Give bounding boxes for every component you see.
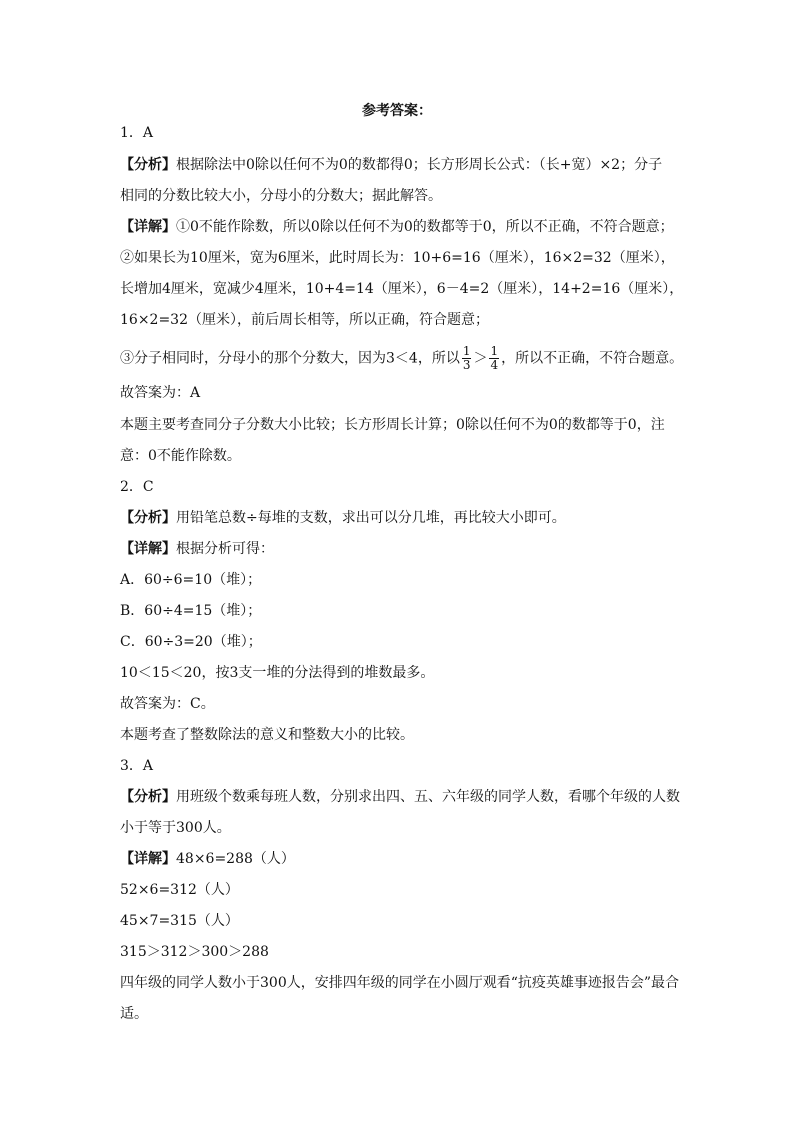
analysis-tag: 【分析】 [120,510,176,526]
fraction-one-third: $\frac{1}{3}$ [462,344,471,372]
q1-summary-line-1: 本题主要考查同分子分数大小比较；长方形周长计算；0除以任何不为0的数都等于0，注 [120,417,665,433]
analysis-tag: 【分析】 [120,157,176,173]
detail-tag: 【详解】 [120,541,176,557]
q3-calc-3: 45×7=315（人） [120,913,239,929]
q2-summary: 本题考查了整数除法的意义和整数大小的比较。 [120,727,414,743]
fraction-one-fourth: $\frac{1}{4}$ [490,344,499,372]
q3-detail-line-1 [120,850,295,868]
q1-analysis-line-2: 相同的分数比较大小，分母小的分数大；据此解答。 [120,188,442,204]
q3-compare: 315＞312＞300＞288 [120,944,269,960]
q3-calc-2: 52×6=312（人） [120,882,239,898]
detail-tag: 【详解】 [120,219,176,235]
q3-conclusion-line-1: 四年级的同学人数小于300人，安排四年级的同学在小圆厅观看“抗疫英雄事迹报告会”最合 [120,975,680,991]
q3-analysis-text-1: 用班级个数乘每班人数，分别求出四、五、六年级的同学人数，看哪个年级的人数 [176,789,680,805]
q2-analysis-line-1 [120,509,566,527]
q1-summary-line-2: 意：0不能作除数。 [120,448,241,464]
q1-detail-text-5a: ③分子相同时，分母小的那个分数大，因为3＜4，所以 [120,350,460,367]
detail-tag: 【详解】 [120,851,176,867]
q2-detail-text-1: 根据分析可得： [176,541,274,557]
greater-than-sign: ＞ [473,350,488,367]
q1-detail-line-2: ②如果长为10厘米，宽为6厘米，此时周长为：10+6=16（厘米），16×2=32（厘米）， [120,250,675,266]
q3-analysis-line-1 [120,788,680,806]
q3-detail-text-1: 48×6=288（人） [176,851,295,867]
q1-answer: 故答案为：A [120,385,201,401]
q3-analysis-line-2: 小于等于300人。 [120,820,231,836]
q1-number: 1．A [120,125,154,141]
q3-conclusion-line-2: 适。 [120,1006,148,1022]
q1-analysis-line-1 [120,156,662,174]
q1-detail-text-5b: ，所以不正确，不符合题意。 [501,350,684,367]
q1-detail-line-5 [120,345,683,372]
q1-detail-line-3: 长增加4厘米，宽减少4厘米，10+4=14（厘米），6－4=2（厘米），14+2=16（厘米）， [120,281,684,297]
q2-option-a: A．60÷6=10（堆）； [120,572,262,588]
q1-detail-line-4: 16×2=32（厘米），前后周长相等，所以正确，符合题意； [120,312,489,328]
q1-detail-text-1: ①0不能作除数，所以0除以任何不为0的数都等于0，所以不正确，不符合题意； [176,219,674,235]
q1-detail-line-1 [120,218,674,236]
q2-option-b: B．60÷4=15（堆）； [120,603,262,619]
q2-option-c: C．60÷3=20（堆）； [120,634,262,650]
q2-analysis-text-1: 用铅笔总数÷每堆的支数，求出可以分几堆，再比较大小即可。 [176,510,566,526]
q2-number: 2．C [120,479,154,495]
q1-analysis-text-1: 根据除法中0除以任何不为0的数都得0；长方形周长公式：（长+宽）×2；分子 [176,157,663,173]
q2-answer: 故答案为：C。 [120,696,215,712]
q2-compare: 10＜15＜20，按3支一堆的分法得到的堆数最多。 [120,665,435,681]
q2-detail-line-1 [120,540,274,558]
page-title: 参考答案： [362,103,432,119]
q3-number: 3．A [120,758,154,774]
analysis-tag: 【分析】 [120,789,176,805]
